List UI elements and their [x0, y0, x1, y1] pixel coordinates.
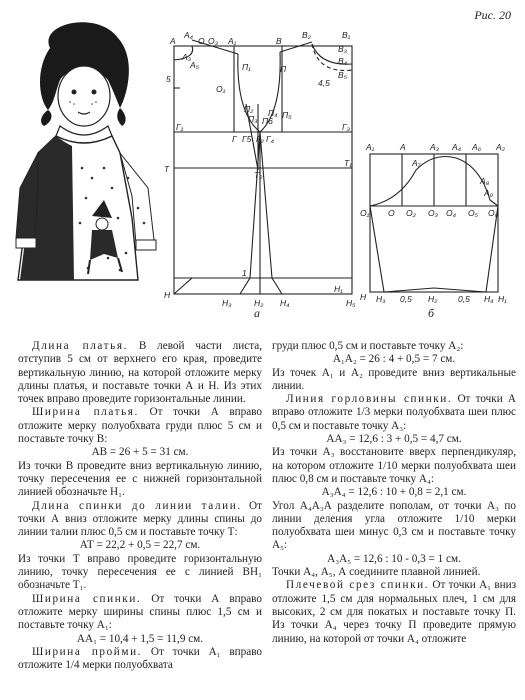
pattern-a-point-H1: Н₁ — [334, 284, 343, 294]
pattern-a-point-G3: Г₃ — [342, 122, 350, 132]
pattern-a-point-O3: О₃ — [208, 36, 218, 46]
heading-back-neckline: Линия горловины спинки. — [286, 393, 453, 406]
paragraph — [272, 393, 516, 433]
pattern-a-point-H5: Н₅ — [346, 298, 356, 308]
paragraph-text: От точки А₁ вниз отложите 1,5 см для нормальных плеч, 1 см для высоких, 2 см для покатых и поставьте точку П. Из точки А₄ через точку П проведите прямую линию, на которой от точки А₄ отложите — [272, 579, 517, 645]
paragraph-text: От точки А вправо отложите мерку полуобхвата груди плюс 5 см и поставьте точку В: — [18, 406, 262, 446]
pattern-a-point-H: Н — [164, 290, 171, 300]
pattern-b-point-A1: А₁ — [366, 142, 375, 152]
figure-sublabel-b: б — [428, 306, 435, 320]
formula: А₃А₄ = 12,6 : 10 + 0,8 = 2,1 см. — [321, 486, 467, 499]
pattern-a-mark-4-5: 4,5 — [318, 78, 330, 88]
paragraph: груди плюс 0,5 см и поставьте точку А₂: — [272, 340, 464, 352]
pattern-a-point-T2: Т₂ — [254, 170, 263, 180]
pattern-a-point-A1: А₁ — [228, 36, 237, 46]
pattern-b-point-A4: А₄ — [452, 142, 462, 152]
pattern-a-point-G5: Г5 — [242, 134, 252, 144]
pattern-a-point-P3: П₃ — [248, 114, 258, 124]
paragraph-text: От точки А вниз отложите мерку длины спины до линии талии плюс 0,5 см и поставьте точку Т: — [18, 499, 262, 539]
pattern-b-point-O6: О₆ — [488, 208, 499, 218]
pattern-b-point-H4: Н₄ — [484, 294, 494, 304]
pattern-a-point-H4: Н₄ — [280, 298, 290, 308]
pattern-a-point-G1: Г₁ — [176, 122, 184, 132]
pattern-b-point-A2: А₂ — [496, 142, 505, 152]
pattern-a-point-B: В — [276, 36, 282, 46]
pattern-b-point-A8: А₈ — [480, 176, 490, 186]
pattern-b-point-H3: Н₃ — [376, 294, 386, 304]
paragraph-text: От точки А₁ вправо отложите 1/4 мерки полуобхвата — [18, 645, 263, 672]
pattern-a-point-H2: Н₂ — [254, 298, 264, 308]
pattern-a-point-B2: В₂ — [302, 30, 311, 40]
paragraph: Точки А₄, А₅, А соедините плавной линией. — [272, 566, 481, 579]
formula: АВ = 26 + 5 = 31 см. — [91, 446, 189, 459]
paragraph — [272, 579, 516, 645]
pattern-a-point-G: Г — [232, 134, 237, 144]
paragraph: Угол А₄А₃А разделите пополам, от точки А₃ по линии деления угла отложите 1/10 мерки полуобхвата шеи минус 0,3 см и поставьте точку А₅: — [272, 499, 516, 552]
pattern-a-point-T: Т — [164, 164, 170, 174]
pattern-a-point-A4: А₄ — [184, 30, 194, 40]
pattern-diagram-a — [162, 20, 360, 320]
pattern-b-point-A6: А₆ — [472, 142, 482, 152]
paragraph-text: От точки А вправо отложите мерку ширины спины плюс 1,5 см и поставьте точку А₁: — [18, 592, 262, 632]
pattern-a-point-B1: В₁ — [342, 30, 351, 40]
pattern-b-point-O: О — [388, 208, 395, 218]
pattern-a-point-P4: П₄ — [268, 108, 278, 118]
figure-label: Рис. 20 — [474, 8, 511, 22]
pattern-a-point-P1: П₁ — [242, 62, 251, 72]
formula: АА₁ = 10,4 + 1,5 = 11,9 см. — [76, 632, 204, 645]
paragraph — [18, 406, 262, 446]
paragraph: Из точки Т вправо проведите горизонтальную линию, точку пересечения ее с линией ВН₁ обозначьте Т₁. — [18, 552, 262, 592]
paragraph-text: От точки А вправо отложите 1/3 мерки полуобхвата шеи плюс 0,5 см и поставьте точку А₃: — [272, 393, 516, 432]
pattern-a-point-B4: В₄ — [338, 56, 348, 66]
pattern-a-point-T1: Т₁ — [344, 158, 352, 168]
pattern-a-point-A5: А₅ — [190, 60, 200, 70]
pattern-diagram-b — [360, 130, 520, 310]
pattern-b-point-A: А — [400, 142, 406, 152]
figure-sublabel-a: а — [254, 306, 260, 320]
paragraph: Из точек А₁ и А₂ проведите вниз вертикальные линии. — [272, 366, 516, 392]
text-column-right — [272, 340, 516, 646]
pattern-a-mark-1: 1 — [242, 268, 247, 278]
pattern-b-point-O3: О₃ — [428, 208, 438, 218]
heading-armhole-width: Ширина пройми. — [32, 645, 143, 658]
paragraph — [18, 646, 262, 673]
pattern-b-point-O2: О₂ — [406, 208, 416, 218]
formula: А₁А₂ = 26 : 4 + 0,5 = 7 см. — [332, 353, 456, 366]
text-column-left — [18, 340, 262, 672]
pattern-b-point-O4: О₄ — [446, 208, 457, 218]
paragraph: Из точки В проведите вниз вертикальную линию, точку пересечения ее с нижней горизонтальной линией обозначьте Н₁. — [18, 459, 262, 499]
pattern-a-point-B3: В₃ — [338, 44, 348, 54]
pattern-a-point-B5: В₅ — [338, 70, 348, 80]
pattern-a-point-P5: П₅ — [282, 110, 292, 120]
pattern-a-point-P2: П₂ — [244, 104, 254, 114]
heading-dress-length: Длина платья. — [32, 340, 128, 352]
formula: АТ = 22,2 + 0,5 = 22,7 см. — [79, 539, 201, 552]
pattern-a-point-A: А — [170, 36, 176, 46]
heading-dress-width: Ширина платья. — [32, 406, 139, 419]
heading-back-length: Длина спинки до линии талии. — [32, 499, 242, 512]
formula: А₃А₅ = 12,6 : 10 - 0,3 = 1 см. — [327, 552, 461, 565]
formula: АА₃ = 12,6 : 3 + 0,5 = 4,7 см. — [326, 433, 462, 446]
pattern-b-point-H2: Н₂ — [428, 294, 438, 304]
pattern-a-point-G4: Г₄ — [266, 134, 275, 144]
pattern-b-point-H1: Н₁ — [498, 294, 507, 304]
girl-illustration — [8, 18, 172, 308]
pattern-b-point-A7: А₇ — [412, 158, 421, 168]
pattern-a-point-G2: Г₂ — [256, 134, 264, 144]
pattern-b-point-O1: О₁ — [360, 208, 370, 218]
pattern-b-mark-0-5-left: 0,5 — [400, 294, 412, 304]
pattern-a-point-P: П — [280, 64, 287, 74]
paragraph — [18, 593, 262, 633]
pattern-a-point-O: О — [198, 36, 205, 46]
heading-back-width: Ширина спинки. — [32, 592, 142, 605]
paragraph — [18, 340, 262, 406]
paragraph: Из точки А₃ восстановите вверх перпендикуляр, на котором отложите 1/10 мерки полуобхвата шеи плюс 0,8 см и поставьте точку А₄: — [272, 446, 516, 485]
pattern-b-point-H: Н — [360, 292, 367, 302]
pattern-b-mark-0-5-right: 0,5 — [458, 294, 470, 304]
pattern-a-point-A3: А₃ — [182, 52, 192, 62]
paragraph — [18, 500, 262, 540]
pattern-b-point-A9: А₉ — [484, 188, 494, 198]
pattern-b-point-A3: А₃ — [430, 142, 440, 152]
pattern-a-point-O1: О₁ — [216, 84, 226, 94]
pattern-a-mark-5: 5 — [166, 74, 171, 84]
paragraph-text: В левой части листа, отступив 5 см от верхнего его края, проведите вертикальную линию, на которой отложите мерку длины платья, и поставьте точки А и Н. Из этих точек вправо проведите горизонтальные линии. — [18, 340, 262, 406]
pattern-a-point-P6: П6 — [262, 116, 273, 126]
pattern-b-point-O5: О₅ — [468, 208, 479, 218]
heading-shoulder-seam: Плечевой срез спинки. — [286, 579, 430, 592]
pattern-a-point-H3: Н₃ — [222, 298, 232, 308]
